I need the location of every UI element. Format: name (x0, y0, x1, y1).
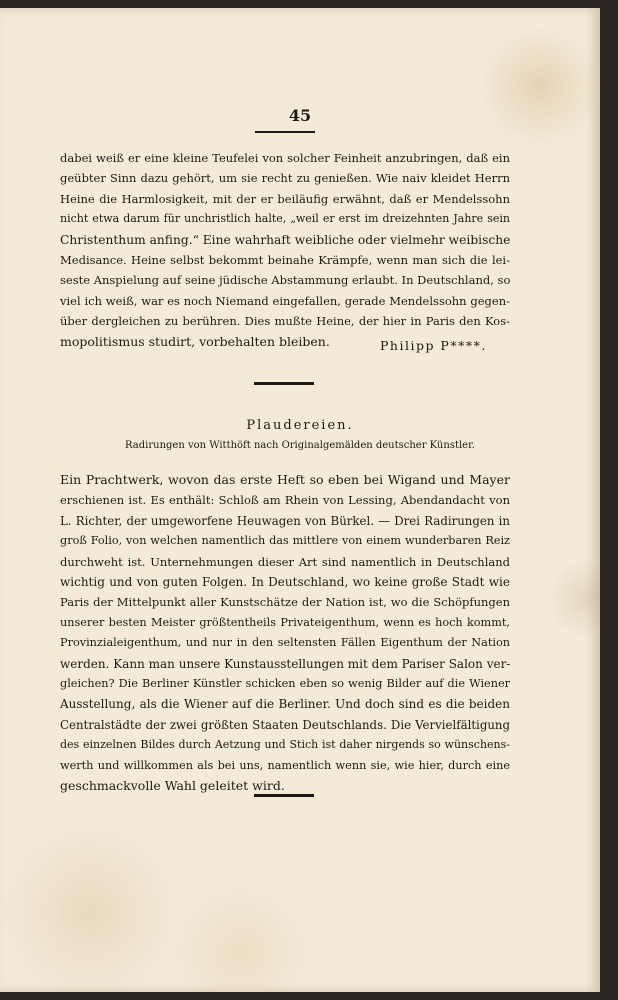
text-line: Christenthum anfing.“ Eine wahrhaft weibliche oder vielmehr weibische (60, 232, 511, 247)
section-subtitle: Radirungen von Witthöft nach Originalgemälden deutscher Künstler. (125, 440, 475, 451)
page-number: 45 (288, 106, 312, 125)
text-line: Ein Prachtwerk, wovon das erste Heft so eben bei Wigand und Mayer (60, 472, 510, 487)
text-line: Medisance. Heine selbst bekommt beinahe Krämpfe, wenn man sich die lei- (60, 253, 510, 268)
text-line: wichtig und von guten Folgen. In Deutschland, wo keine große Stadt wie (60, 575, 510, 590)
text-line: Centralstädte der zwei größten Staaten Deutschlands. Die Vervielfältigung (60, 717, 510, 732)
text-line: L. Richter, der umgeworfene Heuwagen von Bürkel. — Drei Radirungen in (60, 513, 510, 528)
text-line: nicht etwa darum für unchristlich halte, „weil er erst im dreizehnten Jahre sein (60, 212, 510, 226)
text-line: unserer besten Meister größtentheils Privateigenthum, wenn es hoch kommt, (60, 615, 510, 629)
paragraph-radirungen (60, 470, 510, 797)
text-line: geübter Sinn dazu gehört, um sie recht zu genießen. Wie naiv kleidet Herrn (60, 171, 510, 186)
text-line: gleichen? Die Berliner Künstler schicken eben so wenig Bilder auf die Wiener (60, 677, 510, 691)
text-line: viel ich weiß, war es noch Niemand eingefallen, gerade Mendelssohn gegen- (60, 293, 510, 308)
text-line: werth und willkommen als bei uns, namentlich wenn sie, wie hier, durch eine (60, 758, 510, 772)
text-line: geschmackvolle Wahl geleitet wird. (60, 778, 285, 794)
section-divider (254, 794, 314, 797)
text-line: durchweht ist. Unternehmungen dieser Art sind namentlich in Deutschland (60, 554, 510, 569)
text-line: mopolitismus studirt, vorbehalten bleiben. (60, 333, 330, 349)
text-line: Paris der Mittelpunkt aller Kunstschätze der Nation ist, wo die Schöpfungen (60, 595, 510, 610)
paragraph-heine-critique (60, 148, 510, 352)
page-number-rule (255, 131, 315, 133)
text-line: Heine die Harmlosigkeit, mit der er beiläufig erwähnt, daß er Mendelssohn (60, 191, 510, 206)
text-line: werden. Kann man unsere Kunstausstellungen mit dem Pariser Salon ver- (60, 656, 511, 671)
section-title: Plaudereien. (246, 418, 354, 433)
text-line: des einzelnen Bildes durch Aetzung und Stich ist daher nirgends so wünschens- (60, 738, 510, 752)
text-line: erschienen ist. Es enthält: Schloß am Rhein von Lessing, Abendandacht von (60, 493, 510, 508)
section-divider (254, 382, 314, 385)
text-line: groß Folio, von welchen namentlich das mittlere von einem wunderbaren Reiz (60, 534, 510, 548)
text-line: Ausstellung, als die Wiener auf die Berliner. Und doch sind es die beiden (60, 697, 510, 712)
book-page (0, 8, 600, 992)
text-line: dabei weiß er eine kleine Teufelei von solcher Feinheit anzubringen, daß ein (60, 151, 510, 165)
author-signature: Philipp P****. (380, 338, 487, 353)
text-line: über dergleichen zu berühren. Dies mußte Heine, der hier in Paris den Kos- (60, 314, 510, 329)
text-line: seste Anspielung auf seine jüdische Abstammung erlaubt. In Deutschland, so (60, 273, 511, 288)
text-line: Provinzialeigenthum, und nur in den seltensten Fällen Eigenthum der Nation (60, 636, 510, 650)
